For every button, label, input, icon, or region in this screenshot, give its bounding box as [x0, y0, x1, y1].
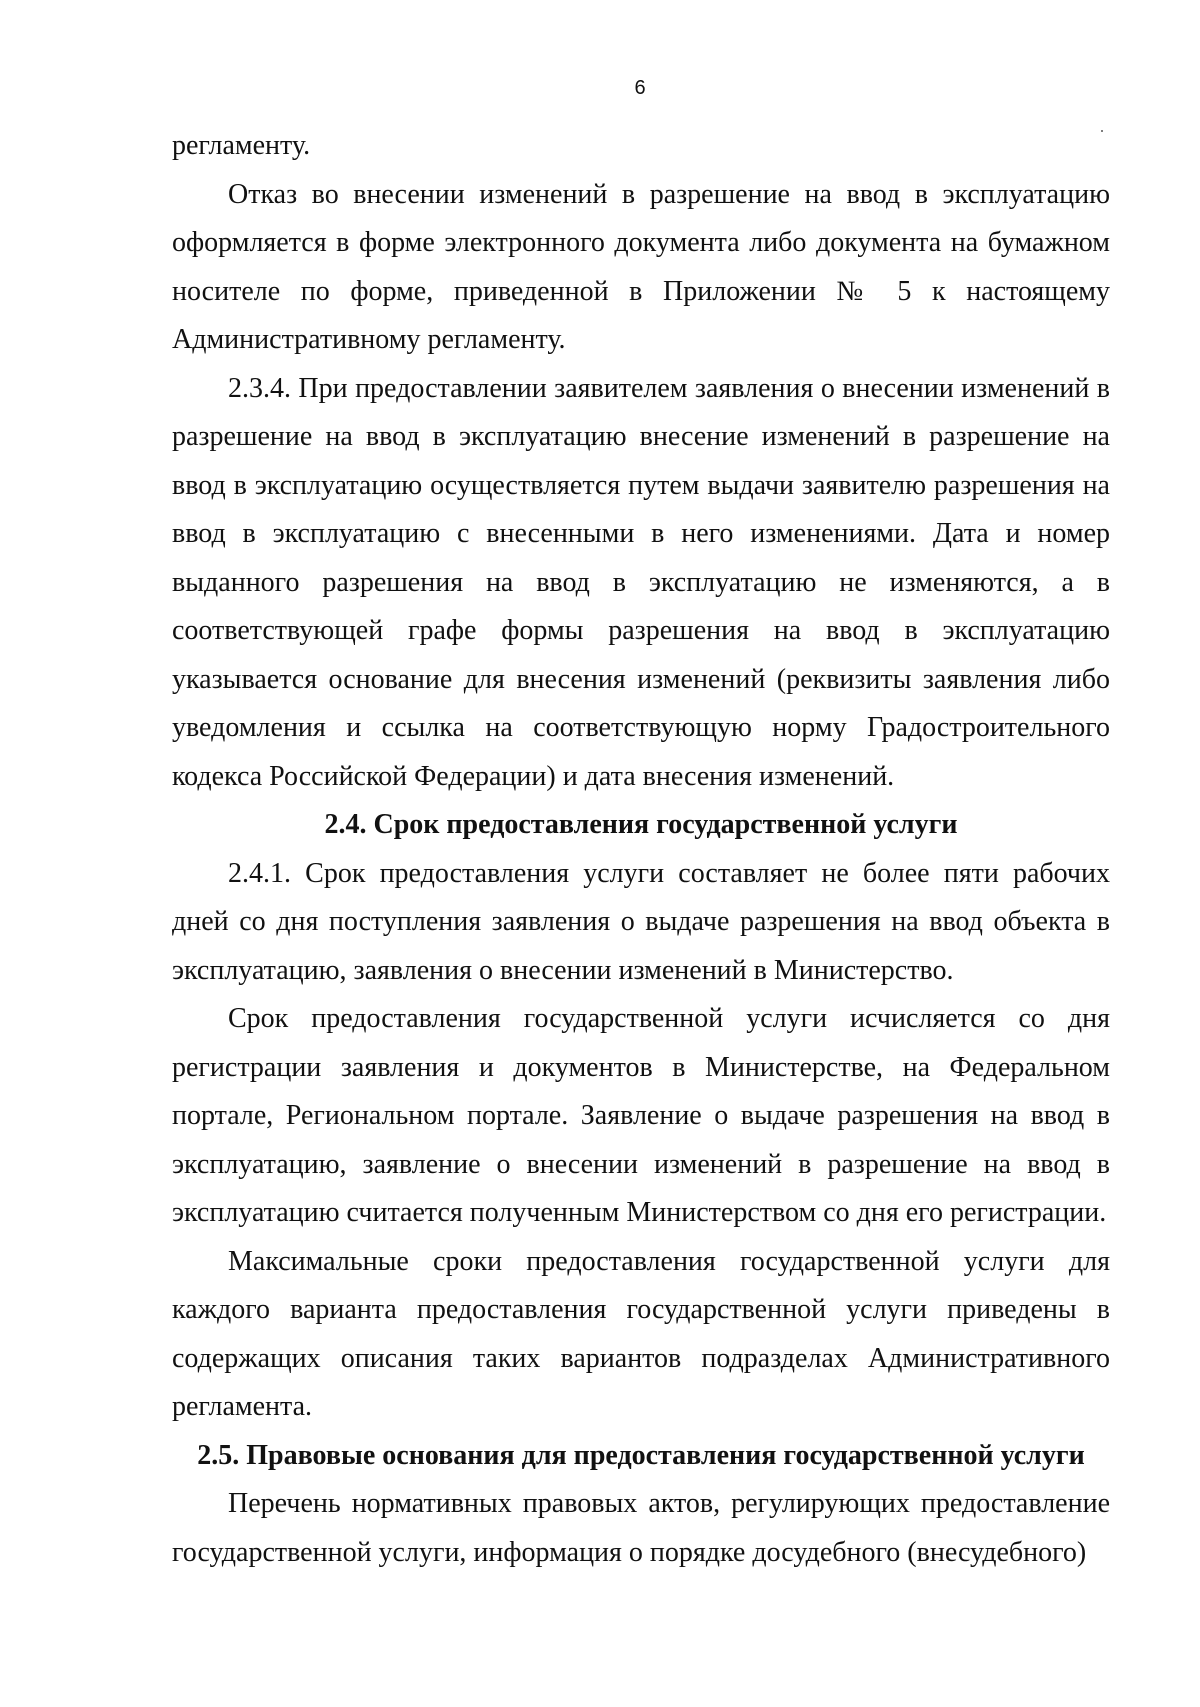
paragraph-legal-acts: Перечень нормативных правовых актов, регулирующих предоставление государственной услуги, информация о порядке досудебного (внесудебного): [172, 1488, 1110, 1568]
heading-2-5: 2.5. Правовые основания для предоставления государственной услуги: [197, 1439, 1085, 1471]
heading-2-4: 2.4. Срок предоставления государственной услуги: [324, 809, 958, 840]
paragraph-2-3-4: 2.3.4. При предоставлении заявителем заявления о внесении изменений в разрешение на ввод в эксплуатацию внесение изменений в разрешение на ввод в эксплуатацию осуществляется путем выдачи заявителю разрешения на ввод в эксплуатацию с внесенными в него изменениями. Дата и номер выданного разрешения на ввод в эксплуатацию не изменяются, а в соответствующей графе формы разрешения на ввод в эксплуатацию указывается основание для внесения изменений (реквизиты заявления либо уведомления и ссылка на соответствующую норму Градостроительного кодекса Российской Федерации) и дата внесения изменений.: [172, 372, 1110, 792]
paragraph-refusal-form: Отказ во внесении изменений в разрешение на ввод в эксплуатацию оформляется в форме электронного документа либо документа на бумажном носителе по форме, приведенной в Приложении № 5 к настоящему Административному регламенту.: [172, 178, 1110, 355]
paragraph-2-4-1: 2.4.1. Срок предоставления услуги составляет не более пяти рабочих дней со дня поступления заявления о выдаче разрешения на ввод объекта в эксплуатацию, заявления о внесении изменений в Министерство.: [172, 857, 1110, 986]
document-body: [172, 122, 1110, 1577]
paragraph-term-calculation: Срок предоставления государственной услуги исчисляется со дня регистрации заявления и документов в Министерстве, на Федеральном портале, Региональном портале. Заявление о выдаче разрешения на ввод в эксплуатацию, заявление о внесении изменений в разрешение на ввод в эксплуатацию считается полученным Министерством со дня его регистрации.: [172, 1003, 1110, 1228]
paragraph-max-terms: Максимальные сроки предоставления государственной услуги для каждого варианта предоставления государственной услуги приведены в содержащих описания таких вариантов подразделах Административного регламента.: [172, 1245, 1110, 1422]
page-number: 6: [634, 77, 646, 99]
paragraph-continuation: регламенту.: [172, 130, 311, 161]
